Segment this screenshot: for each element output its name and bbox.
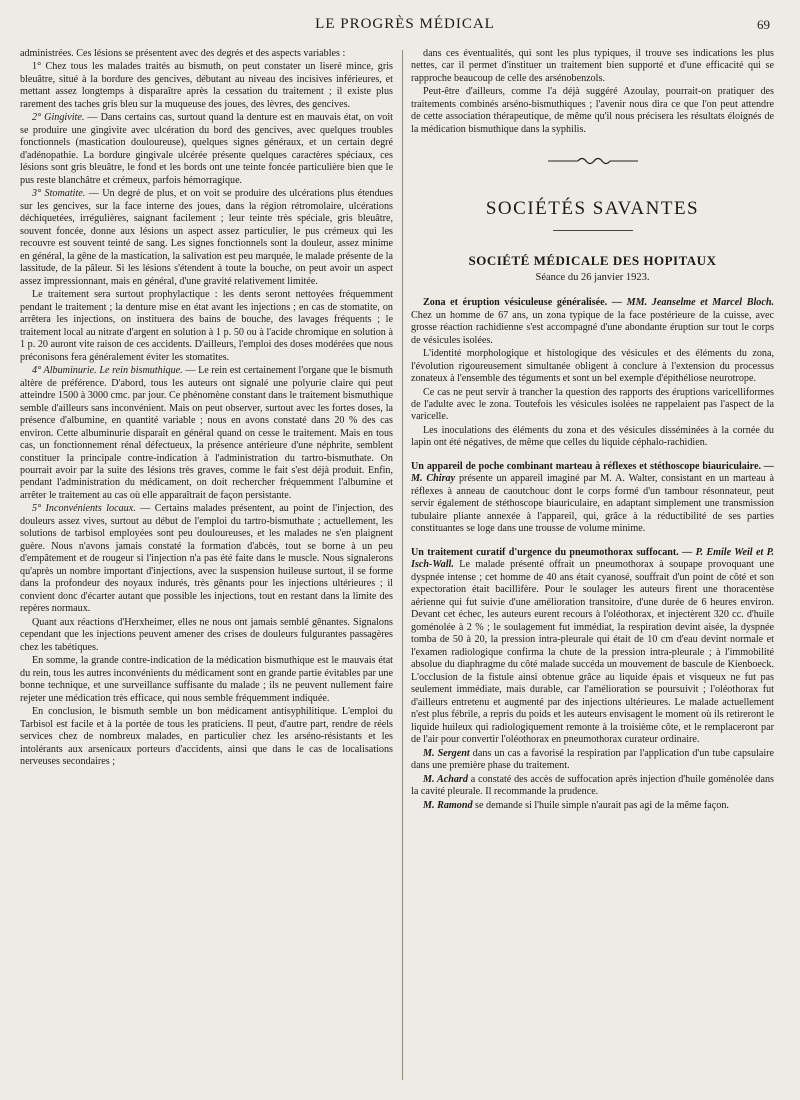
article-authors: — MM. Jeanselme et Marcel Bloch. [607,297,774,309]
paragraph: Peut-être d'ailleurs, comme l'a déjà suggéré Azoulay, pourrait-on pratiquer des traitements combinés arséno-bismuthiques ; l'avenir nous dira ce que l'on peut attendre de cette association thérapeutique, de même qu'il nous précisera les résultats éloignés de la médication bismuthique dans la syphilis. [411,86,774,135]
paragraph-text: — Certains malades présentent, au point de l'injection, des douleurs assez vives, surtout au début de l'emploi du tartro-bismuthate ; actuellement, les solutions de tarbisol employées sont peu douloureuses, et les malades ne s'en plaignent guère. Nous n'avons jamais constaté la formation d'abcès, tout se borne à un peu d'empâtement et de rougeur si l'injection n'a pas été faite dans le muscle. Nous signalerons qu'après un nombre important d'injections, avec la suspension huileuse surtout, il se forme dans la profondeur des noyaux indurés, très gênants pour les injections ultérieures ; il convient donc d'écarter autant que possible les injections, tout en restant dans la limite des repères normaux. [20,503,394,615]
paragraph: Ce cas ne peut servir à trancher la question des rapports des éruptions varicelliformes de l'adulte avec le zona. Toutefois les vésicules isolées ne rappelaient pas l'aspect de la varicelle. [411,386,774,423]
page-number: 69 [757,17,770,32]
paragraph-text: a constaté des accès de suffocation après injection d'huile goménolée dans la cavité pleurale. Il recommande la prudence. [411,773,774,798]
paragraph: Le traitement sera surtout prophylactique : les dents seront nettoyées fréquemment pendant le traitement ; la denture mise en état avant les injections ; en cas de stomatite, on arrêtera les injections, on instituera des bains de bouche, des lavages fréquents ; le traitement local au nitrate d'argent en solution à 1 p. 50 ou à l'acide chromique en solution à 1 p. 20 auront vite raison de ces accidents. D'ailleurs, l'emploi des doses modérées que nous préconisons fera généralement éviter les stomatites. [20,289,393,363]
left-column [20,48,393,770]
title-rule [553,230,633,231]
paragraph: dans ces éventualités, qui sont les plus typiques, il trouve ses indications les plus nettes, car il permet d'instituer un traitement bien supporté et d'une efficacité qui se rapproche beaucoup de celle des arsénobenzols. [411,48,774,84]
paragraph [411,774,774,799]
discussant: M. Achard [423,773,468,785]
article-paragraph [411,297,774,347]
article-title: Zona et éruption vésiculeuse généralisée. [423,297,608,309]
right-column [411,48,774,813]
page-header [40,16,770,40]
paragraph: En conclusion, le bismuth semble un bon médicament antisyphilitique. L'emploi du Tarbisol est facile et à la portée de tous les praticiens. Il peut, d'autre part, rendre de réels services chez de nombreux malades, en particulier chez les arséno-résistants et les intolérants aux arsenicaux porteurs d'accidents, ainsi que dans le cas de localisations nerveuses secondaires ; [20,706,393,768]
article-title: Un traitement curatif d'urgence du pneumothorax suffocant. [411,546,679,558]
journal-title: LE PROGRÈS MÉDICAL [315,16,495,32]
section-title: SOCIÉTÉS SAVANTES [485,197,700,219]
subsection-label: 5° Inconvénients locaux. [32,503,136,515]
paragraph: L'identité morphologique et histologique des vésicules et des éléments du zona, l'évolution rigoureusement simultanée obligent à conclure à l'extension du processus zonateux à l'ensemble des téguments et sont un bel exemple d'épithéliose neurotrope. [411,348,774,385]
paragraph-text: présente un appareil imaginé par M. A. Walter, consistant en un marteau à réflexes à anneau de caoutchouc dont le corps formé d'un tambour résonnateur, peut servir également de stéthoscope biauriculaire, en adaptant simplement une transmission tubulaire pliante annexée à l'appareil, qui, grâce à la réductibilité de ses parties constituantes se loge dans une trousse de volume minime. [411,473,774,535]
paragraph-text: — Dans certains cas, surtout quand la denture est en mauvais état, on voit se produire une gingivite avec ulcération du bord des gencives, avec quelques troubles fonctionnels (mastication douloureuse), quelques signes généraux, et un certain degré d'adénopathie. La bordure gingivale ulcérée présente quelques caractères spéciaux, ces lésions sont gris bleuâtre, le fond et les bords ont une teinte foncée particulière bien que le pus reste blanchâtre et crémeux, parfois hémorragique. [20,112,393,186]
article-authors: — M. Chiray [411,460,775,485]
subsection-label: 3° Stomatite. [32,188,86,200]
paragraph [411,748,774,773]
session-date: Séance du 26 janvier 1923. [535,272,650,284]
discussant: M. Ramond [423,799,473,811]
subsection-label: 2° Gingivite. [32,112,85,124]
article-paragraph [411,461,774,536]
paragraph-text: dans un cas a favorisé la respiration par l'application d'un tube capsulaire dans une première phase du traitement. [411,747,774,772]
paragraph: Les inoculations des éléments du zona et des vésicules disséminées à la cornée du lapin ont été négatives, de même que celles du liquide céphalo-rachidien. [411,424,774,449]
paragraph-text: — Un degré de plus, et on voit se produire des ulcérations plus étendues sur les gencives, sur la face interne des joues, dans la région rétromolaire, ulcérations déchiquetées, irrégulières, saignant facilement ; leur teinte très spéciale, gris bleuâtre, souvent foncée, donne aux lésions un aspect assez particulier, le pus crémeux qui les recouvre est souvent teinté de sang. Les signes fonctionnels sont la douleur, assez minime en général, la gêne de la mastication, la salivation est peu marquée, le malade présente de la lassitude, de la pâleur. Si les lésions s'étendent à toute la bouche, on peut avoir un aspect assez impressionnant, mais en général, d'une gravité relativement limitée. [20,188,393,287]
paragraph [411,800,774,812]
paragraph-text: Le malade présenté offrait un pneumothorax à soupape provoquant une dyspnée intense ; cet homme de 40 ans était cyanosé, souffrait d'un point de côté et son expectoration était bacillifère. Pour le soulager les auteurs firent une thoracentèse aérienne qui fut suivie d'une amélioration transitoire, d'une durée de 6 heures environ. Devant cet échec, les auteurs eurent recours à l'oléothorax, et injectèrent 320 cc. d'huile goménolée à 2 % ; le soulagement fut immédiat, la respiration devint aisée, la dyspnée tomba de 50 à 20, la pression intra-pleurale qui était de 10 cm d'eau devint normale et l'examen radiologique confirma la chute de la pression intra-pleurale ; à l'immobilité absolue du diaphragme du côté malade succéda un mouvement de bascule de Kienboeck. L'occlusion de la fistule ainsi obtenue grâce au liquide épais et visqueux ne fut pas seulement immédiate, mais durable, car l'amélioration se poursuivit ; l'oléothorax fut d'ailleurs entretenu et augmenté par des injections ultérieures. Le malade actuellement n'est plus fébrile, a repris du poids et les auteurs envisagent le moment où ils retireront le liquide huileux qui radiologiquement remonte à la troisième côte, et le remplaceront par de l'air pour convertir l'oléothorax en pneumothorax curateur ordinaire. [411,559,774,746]
paragraph-text: se demande si l'huile simple n'aurait pas agi de la même façon. [472,799,729,811]
paragraph [20,365,393,502]
column-divider [402,50,403,1080]
discussant: M. Sergent [423,747,470,759]
paragraph [20,112,393,187]
subsection-label: 4° Albuminurie. Le rein bismuthique. [32,365,183,377]
paragraph-text: Chez un homme de 67 ans, un zona typique de la face postérieure de la cuisse, avec grosse réaction rachidienne s'est accompagné d'une abondante éruption sur tout le corps de vésicules isolées. [411,309,774,346]
article-title: Un appareil de poche combinant marteau à réflexes et stéthoscope biauriculaire. [411,460,761,472]
paragraph-text: — Le rein est certainement l'organe que le bismuth altère de préférence. D'abord, tous les auteurs ont signalé une polyurie claire qui peut atteindre 1500 à 3000 cmc. par jour. Ce phénomène constant dans le traitement bismuthique semble d'ailleurs sans inconvénient. Mais on peut observer, surtout avec les fortes doses, la présence d'albumine, en quantité variable ; nous en avons constaté dans 20 % des cas environ. Cette albuminurie disparaît en général quand on cesse le traitement. Mais en tous cas, un fonctionnement rénal défectueux, la présence antérieure d'une néphrite, semblent constituer la principale contre-indication à l'administration du tartro-bismuthate. On pourrait avoir par la suite des lésions très graves, comme le fait s'est déjà produit. Enfin, pendant l'administration du médicament, on doit rechercher fréquemment l'albumine et arrêter le traitement au cas où elle apparaîtrait de façon persistante. [20,365,393,501]
spacer [411,451,774,461]
society-title: SOCIÉTÉ MÉDICALE DES HOPITAUX [468,253,717,269]
article-authors: — P. Emile Weil et P. Isch-Wall. [411,546,775,571]
article-paragraph [411,547,774,747]
flourish-icon [548,156,638,166]
paragraph: Quant aux réactions d'Herxheimer, elles ne nous ont jamais semblé gênantes. Signalons cependant que les injections peuvent amener des crises de douleurs fulgurantes passagères chez les tabétiques. [20,616,393,653]
paragraph: 1° Chez tous les malades traités au bismuth, on peut constater un liseré mince, gris bleuâtre, situé à la bordure des gencives, débutant au niveau des incisives inférieures, et mettant assez longtemps à disparaître après la cessation du traitement ; il existe plus rarement des taches gris bleu sur la muqueuse des joues, des lèvres, des gencives. [20,61,393,110]
paragraph: En somme, la grande contre-indication de la médication bismuthique est le mauvais état du rein, tous les autres inconvénients du médicament sont en grande partie évitables par une bonne technique, et une surveillance suffisante du malade ; ils ne peuvent nullement faire rejeter une médication très efficace, qui nous semble fréquemment indiquée. [20,655,393,704]
paragraph [20,503,393,615]
paragraph: administrées. Ces lésions se présentent avec des degrés et des aspects variables : [20,48,346,59]
spacer [411,537,774,547]
ornamental-separator [411,156,774,170]
paragraph [20,188,393,288]
